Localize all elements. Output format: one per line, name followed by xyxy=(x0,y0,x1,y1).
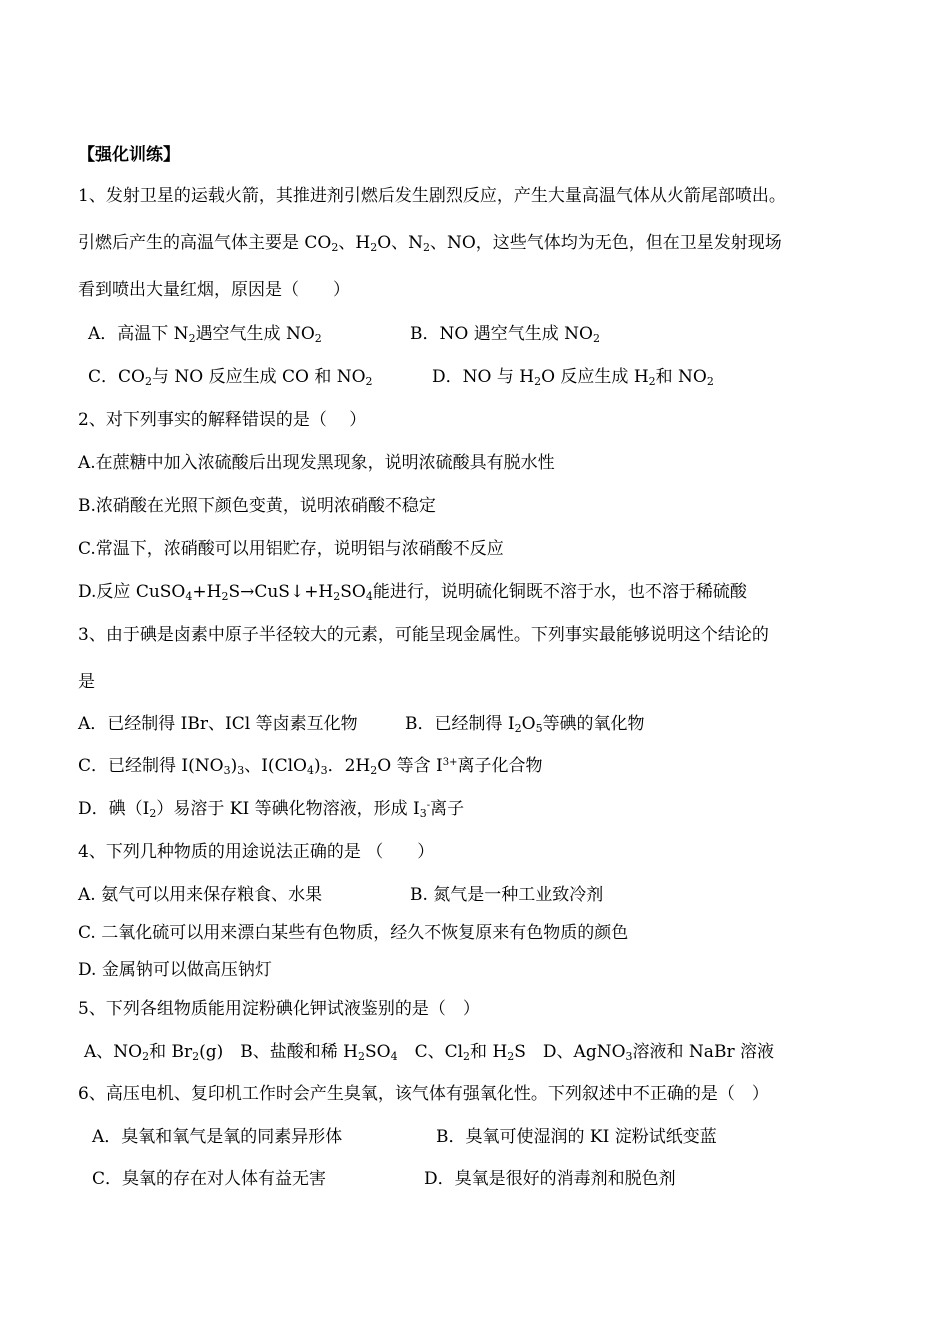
q3-option-b: B．已经制得 $I_2O_5$等碘的氧化物 xyxy=(405,714,645,735)
q3-option-a: A．已经制得 IBr、ICl 等卤素互化物 xyxy=(78,714,358,734)
q5-options: A、$NO_2$和 $Br_2(g)$ B、盐酸和稀 $H_2SO_4$ C、$Cl_2$和 $H_2S$ D、AgNO$_3$溶液和 NaBr 溶液 xyxy=(84,1042,774,1063)
q3-option-c: C．已经制得 $I(NO_3)_3$、$I(ClO_4)_3$．$2H_2O$ 等含 $I^{3+}$离子化合物 xyxy=(78,756,543,777)
q1-stem-line1: 1、发射卫星的运载火箭，其推进剂引燃后发生剧烈反应，产生大量高温气体从火箭尾部喷出。 xyxy=(78,186,786,206)
q2-option-a: A.在蔗糖中加入浓硫酸后出现发黑现象，说明浓硫酸具有脱水性 xyxy=(78,453,555,473)
q1-option-a: A．高温下 $N_2$遇空气生成 $NO_2$ xyxy=(88,324,322,345)
q2-option-d: D.反应 $CuSO_4+H_2S\to CuS↓+H_2SO_4$能进行，说明硫化铜既不溶于水，也不溶于稀硫酸 xyxy=(78,582,747,603)
q6-option-b: B．臭氧可使湿润的 KI 淀粉试纸变蓝 xyxy=(436,1127,717,1147)
q1-option-c: C．$CO_2$与 NO 反应生成 CO 和 $NO_2$ xyxy=(88,367,373,388)
q2-stem: 2、对下列事实的解释错误的是（ ） xyxy=(78,410,367,430)
q4-option-c: C. 二氧化硫可以用来漂白某些有色物质，经久不恢复原来有色物质的颜色 xyxy=(78,923,629,943)
q2-option-b: B.浓硝酸在光照下颜色变黄，说明浓硝酸不稳定 xyxy=(78,496,436,516)
q4-option-b: B. 氮气是一种工业致冷剂 xyxy=(410,885,604,905)
q6-stem: 6、高压电机、复印机工作时会产生臭氧，该气体有强氧化性。下列叙述中不正确的是（ ） xyxy=(78,1084,769,1104)
q6-option-a: A．臭氧和氧气是氧的同素异形体 xyxy=(92,1127,343,1147)
q3-stem-line1: 3、由于碘是卤素中原子半径较大的元素，可能呈现金属性。下列事实最能够说明这个结论的 xyxy=(78,625,769,645)
q2-option-c: C.常温下，浓硝酸可以用铝贮存，说明铝与浓硝酸不反应 xyxy=(78,539,504,559)
q3-option-d: D．碘$(I_2)$易溶于 KI 等碘化物溶液，形成 $I_3^-$离子 xyxy=(78,799,465,820)
section-heading: 【强化训练】 xyxy=(78,145,180,165)
q1-stem-line3: 看到喷出大量红烟，原因是（ ） xyxy=(78,280,350,300)
q1-stem-line2: 引燃后产生的高温气体主要是 $CO_2$、$H_2O$、$N_2$、NO，这些气体均为无色，但在卫星发射现场 xyxy=(78,233,782,254)
q4-option-a: A. 氨气可以用来保存粮食、水果 xyxy=(78,885,323,905)
q1-option-d: D．NO 与 $H_2O$ 反应生成 $H_2$和 $NO_2$ xyxy=(432,367,714,388)
q1-option-b: B．NO 遇空气生成 $NO_2$ xyxy=(410,324,600,345)
q4-option-d: D. 金属钠可以做高压钠灯 xyxy=(78,960,272,980)
q3-stem-line2: 是 xyxy=(78,672,95,692)
q6-option-d: D．臭氧是很好的消毒剂和脱色剂 xyxy=(424,1169,676,1189)
q5-stem: 5、下列各组物质能用淀粉碘化钾试液鉴别的是（ ） xyxy=(78,999,480,1019)
q4-stem: 4、下列几种物质的用途说法正确的是 （ ） xyxy=(78,842,435,862)
q6-option-c: C．臭氧的存在对人体有益无害 xyxy=(92,1169,327,1189)
